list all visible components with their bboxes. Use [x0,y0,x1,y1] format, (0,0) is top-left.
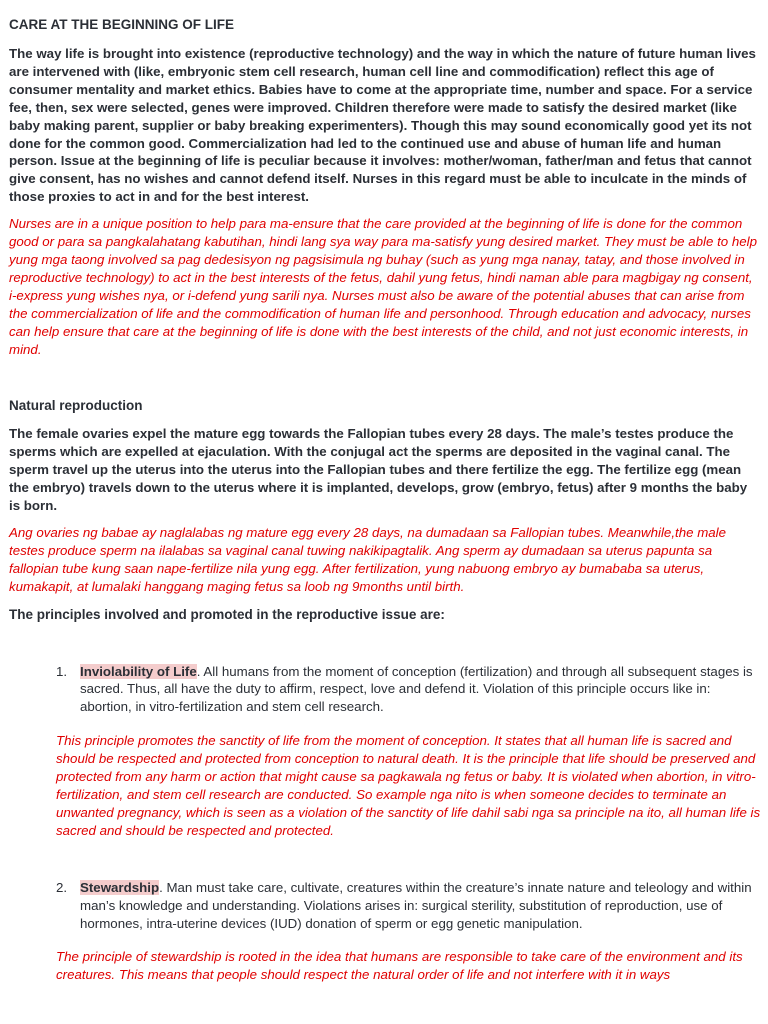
principles-list [9,663,761,717]
natural-reproduction-paragraph: The female ovaries expel the mature egg towards the Fallopian tubes every 28 days. The male’s testes produce the sperms which are expelled at ejaculation. With the conjugal act the sperms are deposited in the vaginal canal. The sperm travel up the uterus into the uterus into the Fallopian tubes and there fertilize the egg. The fertilize egg (mean the embryo) travels down to the uterus where it is implanted, develops, grow (embryo, fetus) after 9 months the baby is born. [9,426,748,514]
principle-note-inviolability: This principle promotes the sanctity of life from the moment of conception. It states that all human life is sacred and should be respected and protected from conception to natural death. It is the principle that life should be preserved and protected from any harm or action that might cause sa pagkawala ng fetus or baby. It is violated when abortion, in vitro-fertilization, and stem cell research are conducted. So example nga nito is when someone decides to terminate an unwanted pregnancy, which is seen as a violation of the sanctity of life dahil sabi nga sa principle na ito, all human life is sacred and should be respected and protected. [56,733,761,838]
list-number: 2. [56,879,68,895]
spacer [9,358,761,397]
principles-list [9,879,761,933]
intro-paragraph: The way life is brought into existence (reproductive technology) and the way in which the nature of future human lives are intervened with (like, embryonic stem cell research, human cell line and commodification) reflect this age of consumer mentality and market ethics. Babies have to come at the appropriate time, number and space. For a service fee, then, sex were selected, genes were improved. Children therefore were made to satisfy the desired market (like baby making parent, supplier or baby breaking experimenters). Though this may sound economically good yet its not done for the common good. Commercialization had led to the continued use and abuse of human life and human person. Issue at the beginning of life is peculiar because it involves: mother/woman, father/man and fetus that cannot give consent, has no wishes and cannot defend itself. Nurses in this regard must be able to inculcate in the minds of those proxies to act in and for the best interest. [9,46,756,205]
spacer [9,932,761,948]
natural-reproduction-heading: Natural reproduction [9,398,143,414]
spacer [9,624,761,663]
natural-reproduction-note: Ang ovaries ng babae ay naglalabas ng mature egg every 28 days, na dumadaan sa Fallopian tubes. Meanwhile,the male testes produce sperm na ilalabas sa vaginal canal tuwing nakikipagtalik. Ang sperm ay dumadaan sa uterus papunta sa fallopian tube kung saan nape-fertilize nila yung egg. After fertilization, yung nabuong embryo ay bumababa sa uterus, kumakapit, at lumalaki hanggang maging fetus sa loob ng 9months until birth. [9,524,727,594]
list-item-inviolability [9,663,761,717]
principle-text: . All humans from the moment of conception (fertilization) and through all subsequent stages is sacred. Thus, all have the duty to affirm, respect, love and defend it. Violation of this principle occurs like in: abortion, in vitro-fertilization and stem cell research. [80,663,753,715]
spacer [9,840,761,879]
principle-note-stewardship: The principle of stewardship is rooted in the idea that humans are responsible to take care of the environment and its creatures. This means that people should respect the natural order of life and not interfere with it in ways [56,949,743,983]
principle-text: . Man must take care, cultivate, creatures within the creature’s innate nature and teleology and within man’s knowledge and understanding. Violations arises in: surgical sterility, substitution of reproduction, use of hormones, intra-uterine devices (IUD) donation of sperm or egg genetic manipulation. [80,879,752,931]
document-title: CARE AT THE BEGINNING OF LIFE [9,17,234,32]
principles-intro: The principles involved and promoted in the reproductive issue are: [9,606,445,622]
list-number: 1. [56,663,68,679]
intro-note: Nurses are in a unique position to help para ma-ensure that the care provided at the beginning of life is done for the common good or para sa pangkalahatang kabutihan, hindi lang sya way para ma-satisfy yung desired market. They must be able to help yung mga taong involved sa pag dedesisyon ng pagsisimula ng buhay (such as yung mga nanay, tatay, and those involved in reproductive technology) to act in the best interests of the fetus, dahil yung fetus, hindi naman able para magbigay ng consent, i-express yung wishes nya, or i-defend yung sarili nya. Nurses must also be aware of the potential abuses that can arise from the commercialization of life and the commodification of human life and personhood. Through education and advocacy, nurses can help ensure that care at the beginning of life is done with the best interests of the child, and not just economic interests, in mind. [9,216,758,357]
principle-term: Inviolability of Life [80,663,197,679]
list-item-stewardship [9,879,761,933]
spacer [9,716,761,732]
principle-term: Stewardship [80,879,160,895]
document-page [9,16,761,984]
